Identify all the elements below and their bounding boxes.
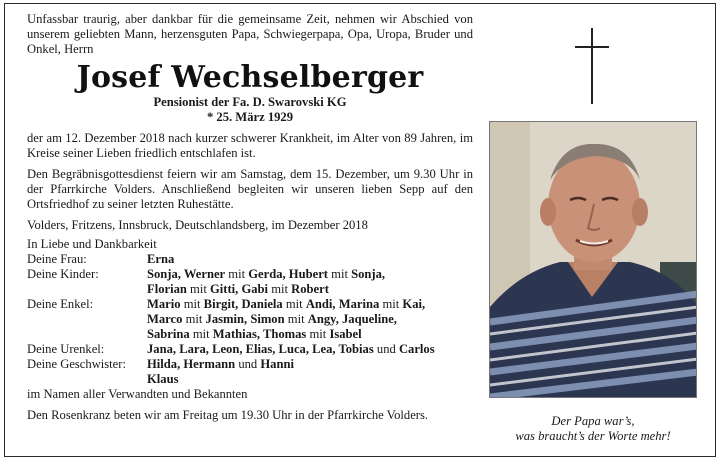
name-bold: Sabrina xyxy=(147,327,190,341)
photo-caption xyxy=(485,414,701,444)
in-love-line: In Liebe und Dankbarkeit xyxy=(27,237,157,251)
family-names-line xyxy=(147,312,473,327)
name-bold: Jasmin, Simon xyxy=(205,312,285,326)
connector-text: mit xyxy=(306,327,330,341)
family-row-wife xyxy=(27,252,473,267)
family-row-children xyxy=(27,267,473,297)
name-bold: Hilda, Hermann xyxy=(147,357,236,371)
connector-text: mit xyxy=(328,267,352,281)
connector-text: mit xyxy=(189,327,213,341)
family-list xyxy=(27,252,473,387)
family-names xyxy=(147,252,473,267)
name-bold: Klaus xyxy=(147,372,179,386)
connector-text: und xyxy=(235,357,261,371)
name-bold: Marco xyxy=(147,312,183,326)
name-bold: Erna xyxy=(147,252,175,266)
connector-text: mit xyxy=(186,282,210,296)
funeral-paragraph: Den Begräbnisgottesdienst feiern wir am Samstag, dem 15. Dezember, um 9.30 Uhr in der Pfarrkirche Volders. Anschließend begleiten wir unseren lieben Sepp auf den Ortsfriedhof zu seiner letzten Ruhestätte. xyxy=(27,167,473,211)
family-names-line xyxy=(147,297,473,312)
caption-line: was braucht’s der Worte mehr! xyxy=(515,429,671,443)
name-bold: Jana, Lara, Leon, Elias, Luca, Lea, Tobias xyxy=(147,342,374,356)
family-label: Deine Kinder: xyxy=(27,267,99,281)
place-and-date: Volders, Fritzens, Innsbruck, Deutschlandsberg, im Dezember 2018 xyxy=(27,218,368,232)
cross-icon xyxy=(575,28,609,104)
name-bold: Andi, Marina xyxy=(305,297,380,311)
birth-date: * 25. März 1929 xyxy=(206,110,294,124)
family-names-line xyxy=(147,372,473,387)
family-label: Deine Enkel: xyxy=(27,297,94,311)
family-label: Deine Urenkel: xyxy=(27,342,105,356)
family-names-line xyxy=(147,342,473,357)
family-label: Deine Frau: xyxy=(27,252,87,266)
connector-text: mit xyxy=(379,297,403,311)
family-row-great-grandchildren xyxy=(27,342,473,357)
intro-paragraph: Unfassbar traurig, aber dankbar für die gemeinsame Zeit, nehmen wir Abschied von unserem geliebten Mann, herzensguten Papa, Schwiegerpapa, Opa, Uropa, Bruder und Onkel, Herrn xyxy=(27,12,473,56)
family-label: Deine Geschwister: xyxy=(27,357,126,371)
portrait-photo xyxy=(489,121,697,398)
caption-line: Der Papa war’s, xyxy=(551,414,635,428)
name-bold: Isabel xyxy=(329,327,362,341)
connector-text: mit xyxy=(284,312,308,326)
connector-text: mit xyxy=(180,297,204,311)
family-row-siblings xyxy=(27,357,473,387)
deceased-name: Josef Wechselberger xyxy=(76,60,424,95)
name-bold: Gerda, Hubert xyxy=(248,267,328,281)
portrait-illustration xyxy=(490,122,697,398)
family-names xyxy=(147,342,473,357)
family-names-line xyxy=(147,282,473,297)
name-bold: Robert xyxy=(291,282,329,296)
family-names-line xyxy=(147,327,473,342)
rosary-paragraph: Den Rosenkranz beten wir am Freitag um 19.30 Uhr in der Pfarrkirche Volders. xyxy=(27,408,429,422)
family-names-line xyxy=(147,267,473,282)
connector-text: mit xyxy=(225,267,249,281)
name-bold: Florian xyxy=(147,282,187,296)
death-paragraph: der am 12. Dezember 2018 nach kurzer schwerer Krankheit, im Alter von 89 Jahren, im Kreise seiner Lieben friedlich entschlafen ist. xyxy=(27,131,473,160)
name-bold: Sonja, xyxy=(351,267,386,281)
connector-text: mit xyxy=(182,312,206,326)
obituary-card xyxy=(4,3,716,457)
connector-text: mit xyxy=(282,297,306,311)
name-bold: Birgit, Daniela xyxy=(203,297,283,311)
family-names-line xyxy=(147,252,473,267)
family-names-line xyxy=(147,357,473,372)
name-bold: Mario xyxy=(147,297,181,311)
family-names xyxy=(147,267,473,297)
family-names xyxy=(147,297,473,342)
name-bold: Kai, xyxy=(402,297,426,311)
family-names xyxy=(147,357,473,387)
connector-text: mit xyxy=(268,282,292,296)
name-bold: Hanni xyxy=(260,357,294,371)
relatives-line: im Namen aller Verwandten und Bekannten xyxy=(27,387,248,401)
name-bold: Mathias, Thomas xyxy=(212,327,307,341)
occupation-line: Pensionist der Fa. D. Swarovski KG xyxy=(153,95,347,109)
obituary-text-column xyxy=(27,12,473,423)
family-row-grandchildren xyxy=(27,297,473,342)
name-bold: Gitti, Gabi xyxy=(209,282,269,296)
name-bold: Sonja, Werner xyxy=(147,267,226,281)
name-bold: Carlos xyxy=(398,342,435,356)
connector-text: und xyxy=(373,342,399,356)
name-bold: Angy, Jaqueline, xyxy=(307,312,397,326)
